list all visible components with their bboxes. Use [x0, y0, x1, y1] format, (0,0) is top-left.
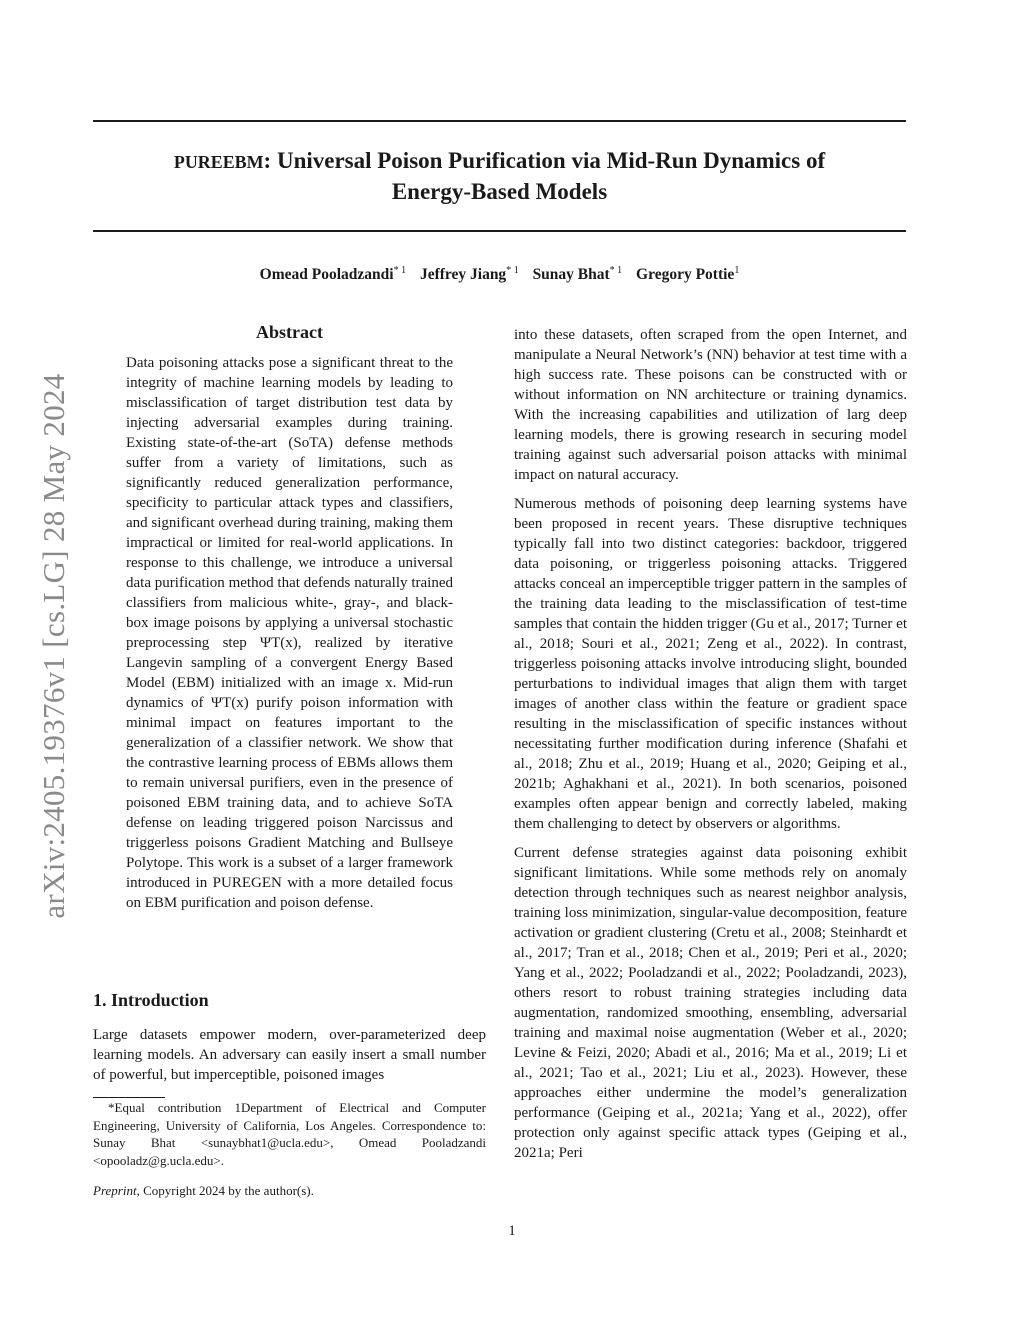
abstract-text: Data poisoning attacks pose a significant threat to the integrity of machine learning models by leading to misclassification of target distribution test data by injecting adversarial examples during training. Existing state-of-the-art (SoTA) defense methods suffer from a variety of limitations, such as significantly reduced generalization performance, specificity to particular attack types and classifiers, and significant overhead during training, making them impractical or limited for real-world applications. In response to this challenge, we introduce a universal data purification method that defends naturally trained classifiers from malicious white-, gray-, and black-box image poisons by applying a universal stochastic preprocessing step ΨT(x), realized by iterative Langevin sampling of a convergent Energy Based Model (EBM) initialized with an image x. Mid-run dynamics of ΨT(x) purify poison information with minimal impact on features important to the generalization of a classifier network. We show that the contrastive learning process of EBMs allows them to remain universal purifiers, even in the presence of poisoned EBM training data, and to achieve SoTA defense on leading triggered poison Narcissus and triggerless poisons Gradient Matching and Bullseye Polytope. This work is a subset of a larger framework introduced in PUREGEN with a more detailed focus on EBM purification and poison defense. — [126, 355, 453, 911]
paragraph: Current defense strategies against data poisoning exhibit significant limitations. While some methods rely on anomaly detection through techniques such as nearest neighbor analysis, training loss minimization, singular-value decomposition, feature activation or gradient clustering (Cretu et al., 2008; Steinhardt et al., 2017; Tran et al., 2018; Chen et al., 2019; Peri et al., 2020; Yang et al., 2022; Pooladzandi et al., 2022; Pooladzandi, 2023), others resort to robust training strategies including data augmentation, randomized smoothing, ensembling, adversarial training and maximal noise augmentation (Weber et al., 2020; Levine & Feizi, 2020; Abadi et al., 2016; Ma et al., 2019; Li et al., 2021; Tao et al., 2021; Liu et al., 2023). However, these approaches either undermine the model’s generalization performance (Geiping et al., 2021a; Yang et al., 2022), offer protection only against specific attack types (Geiping et al., 2021a; Peri — [514, 845, 907, 1161]
paragraph: Numerous methods of poisoning deep learning systems have been proposed in recent years. These disruptive techniques typically fall into two distinct categories: backdoor, triggered data poisoning, or triggerless poisoning attacks. Triggered attacks conceal an imperceptible trigger pattern in the samples of the training data leading to the misclassification of test-time samples that contain the hidden trigger (Gu et al., 2017; Turner et al., 2018; Souri et al., 2021; Zeng et al., 2022). In contrast, triggerless poisoning attacks involve introducing slight, bounded perturbations to individual images that align them with target images of another class within the feature or gradient space resulting in the misclassification of specific instances without necessitating further modification during inference (Shafahi et al., 2018; Zhu et al., 2019; Huang et al., 2020; Geiping et al., 2021b; Aghakhani et al., 2021). In both scenarios, poisoned examples often appear benign and correctly labeled, making them challenging to detect by observers or algorithms. — [514, 496, 907, 832]
title-smallcaps: PUREEBM — [173, 152, 264, 172]
abstract-body — [126, 353, 453, 913]
copyright-text: , Copyright 2024 by the author(s). — [136, 1183, 314, 1198]
footnote — [93, 1099, 486, 1169]
right-column — [514, 325, 907, 1163]
paragraph: into these datasets, often scraped from the open Internet, and manipulate a Neural Network’s (NN) behavior at test time with a high success rate. These poisons can be constructed with or without information on NN architecture or training dynamics. With the increasing capabilities and utilization of larg deep learning models, there is growing research in securing model training against such adversarial poison attacks with minimal impact on natural accuracy. — [514, 327, 907, 483]
author: Sunay Bhat$^{* 1}$ — [532, 265, 623, 284]
footnote-text: *Equal contribution 1Department of Electrical and Computer Engineering, University of California, Los Angeles. Correspondence to: Sunay Bhat <sunaybhat1@ucla.edu>, Omead Pooladzandi <opooladz@g.ucla.edu>. — [93, 1100, 486, 1168]
title-line1: : Universal Poison Purification via Mid-Run Dynamics of — [263, 148, 826, 173]
footnote-rule — [93, 1097, 165, 1098]
preprint-notice — [93, 1183, 314, 1199]
page-number: 1 — [508, 1223, 516, 1239]
author: Gregory Pottie$^1$ — [636, 265, 740, 284]
preprint-label: Preprint — [93, 1183, 137, 1198]
introduction-body — [93, 1025, 486, 1085]
author: Omead Pooladzandi$^{* 1}$ — [259, 265, 407, 284]
arxiv-stamp: arXiv:2405.19376v1 [cs.LG] 28 May 2024 — [36, 373, 71, 919]
title-top-rule — [93, 120, 906, 122]
section-heading-introduction: 1. Introduction — [93, 990, 209, 1010]
author: Jeffrey Jiang$^{* 1}$ — [419, 265, 519, 284]
title-line2: Energy-Based Models — [391, 179, 608, 204]
title-bottom-rule — [93, 230, 906, 232]
author-list — [93, 265, 906, 284]
introduction-text: Large datasets empower modern, over-parameterized deep learning models. An adversary can easily insert a small number of powerful, but imperceptible, poisoned images — [93, 1027, 486, 1083]
paper-title — [93, 146, 906, 207]
abstract-heading: Abstract — [256, 322, 323, 342]
